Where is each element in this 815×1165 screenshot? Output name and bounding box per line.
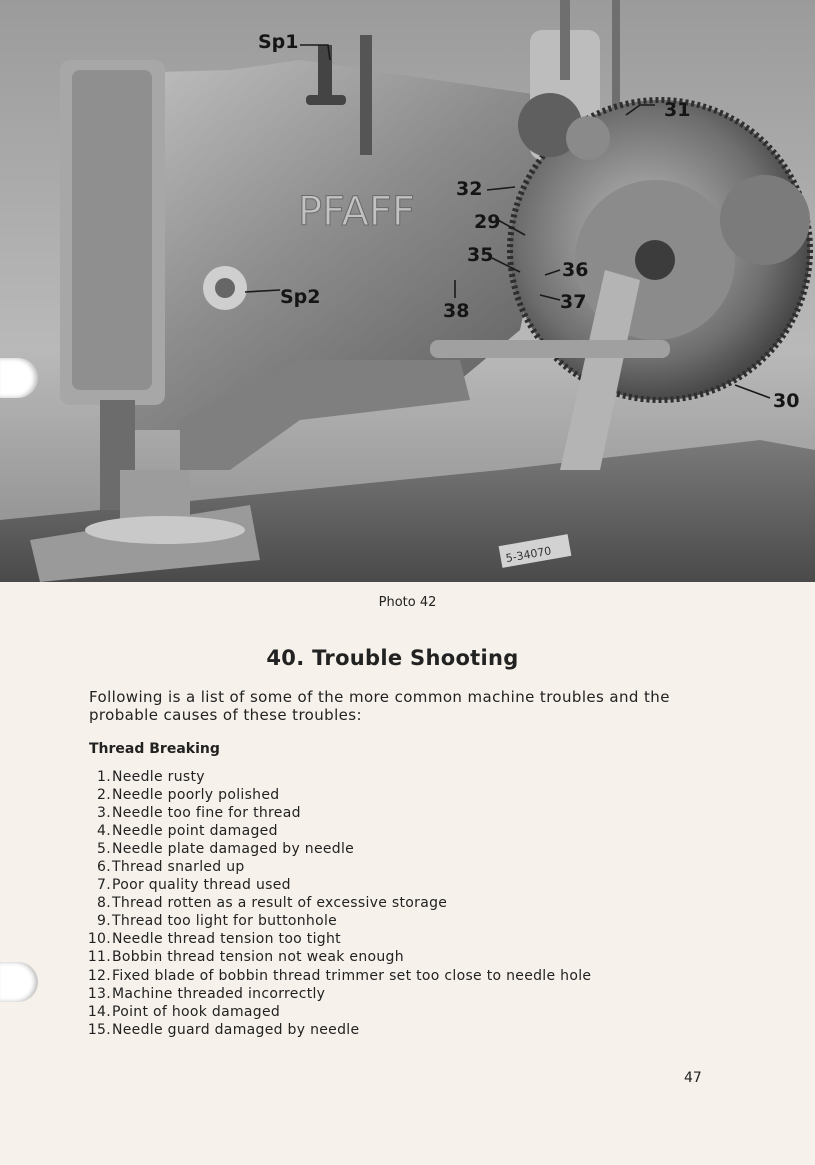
item-text: Thread snarled up <box>112 859 245 876</box>
item-number: 4. <box>97 823 111 840</box>
trouble-list <box>89 768 591 1039</box>
serial-label: 5-34070 <box>504 544 553 566</box>
callout-30: 30 <box>773 390 800 412</box>
callout-32: 32 <box>456 178 483 200</box>
item-number: 2. <box>97 787 111 804</box>
item-number: 1. <box>97 769 111 785</box>
photo-caption: Photo 42 <box>378 595 437 610</box>
item-text: Needle rusty <box>112 769 205 785</box>
machine-photo <box>0 0 815 582</box>
list-item <box>89 786 591 804</box>
item-text: Needle plate damaged by needle <box>112 841 355 858</box>
callout-35: 35 <box>467 244 494 266</box>
callout-sp1: Sp1 <box>258 31 299 53</box>
list-item <box>89 930 591 948</box>
item-text: Bobbin thread tension not weak enough <box>112 949 404 966</box>
item-number: 5. <box>97 841 111 858</box>
item-number: 14. <box>87 1003 111 1020</box>
item-number: 7. <box>97 877 111 894</box>
item-number: 11. <box>87 949 111 966</box>
list-item <box>89 1003 591 1021</box>
item-number: 10. <box>87 931 111 948</box>
intro-paragraph: Following is a list of some of the more common machine troubles and the probable causes of these troubles: <box>89 688 670 724</box>
item-number: 9. <box>97 913 111 930</box>
item-text: Needle too fine for thread <box>112 805 301 822</box>
item-number: 6. <box>97 859 111 876</box>
item-text: Thread too light for buttonhole <box>112 913 338 930</box>
callout-sp2: Sp2 <box>280 286 321 308</box>
item-number: 8. <box>97 895 111 912</box>
subsection-heading: Thread Breaking <box>89 741 220 757</box>
callout-29: 29 <box>474 211 501 233</box>
item-text: Machine threaded incorrectly <box>112 985 326 1002</box>
item-text: Needle guard damaged by needle <box>112 1021 360 1038</box>
item-number: 15. <box>87 1021 111 1038</box>
list-item <box>89 822 591 840</box>
list-item <box>89 1021 591 1039</box>
list-item <box>89 912 591 930</box>
item-text: Point of hook damaged <box>112 1003 281 1020</box>
list-item <box>89 985 591 1003</box>
item-text: Thread rotten as a result of excessive storage <box>112 895 448 912</box>
item-text: Poor quality thread used <box>112 877 291 894</box>
item-number: 12. <box>87 967 111 984</box>
page-number: 47 <box>684 1070 702 1086</box>
item-text: Fixed blade of bobbin thread trimmer set too close to needle hole <box>112 967 592 984</box>
binder-hole <box>0 962 38 1002</box>
item-text: Needle poorly polished <box>112 787 280 804</box>
callout-37: 37 <box>560 291 587 313</box>
list-item <box>89 967 591 985</box>
callout-31: 31 <box>664 99 691 121</box>
callout-38: 38 <box>443 300 470 322</box>
item-text: Needle thread tension too tight <box>112 931 341 948</box>
item-number: 13. <box>87 985 111 1002</box>
item-text: Needle point damaged <box>112 823 278 840</box>
list-item <box>89 894 591 912</box>
list-item <box>89 840 591 858</box>
list-item <box>89 768 591 786</box>
callout-36: 36 <box>562 259 589 281</box>
section-title: 40. Trouble Shooting <box>266 646 519 670</box>
list-item <box>89 948 591 966</box>
list-item <box>89 804 591 822</box>
item-number: 3. <box>97 805 111 822</box>
list-item <box>89 858 591 876</box>
nameplate-text: PFAFF <box>298 189 415 235</box>
list-item <box>89 876 591 894</box>
